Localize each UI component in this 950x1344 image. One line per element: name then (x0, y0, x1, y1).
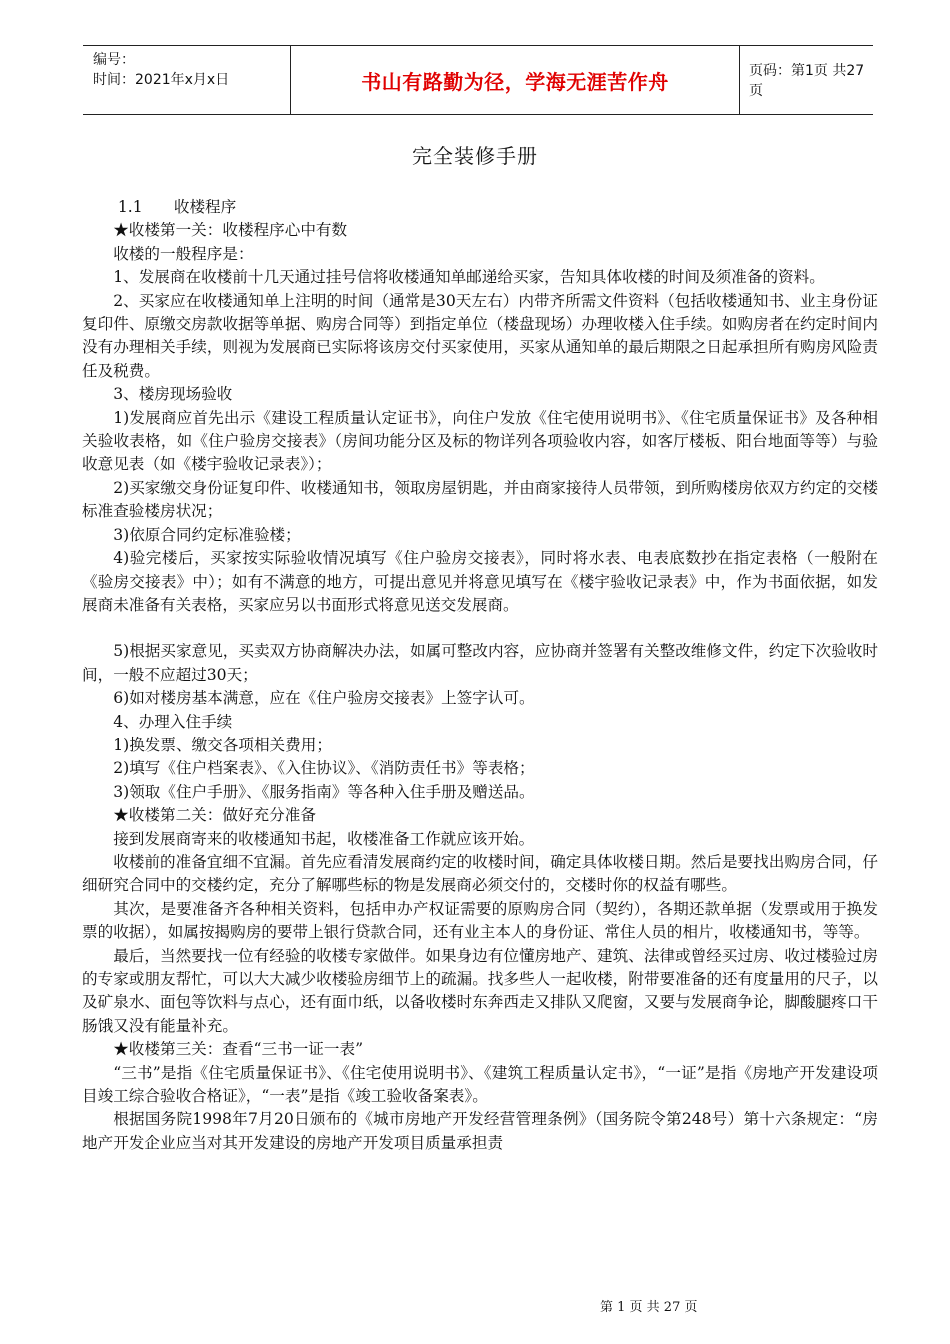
header-motto: 书山有路勤为径，学海无涯苦作舟 (290, 46, 740, 114)
paragraph: 2)填写《住户档案表》、《入住协议》、《消防责任书》等表格； (113, 759, 535, 778)
section-heading: 1.1 收楼程序 (117, 198, 237, 216)
document-time-label: 时间：2021年x月x日 (93, 72, 230, 88)
header-table (83, 45, 873, 115)
paragraph: 接到发展商寄来的收楼通知书起，收楼准备工作就应该开始。 (113, 829, 535, 848)
document-body (82, 196, 878, 1155)
paragraph: 收楼的一般程序是： (113, 244, 254, 263)
paragraph: 3)依原合同约定标准验楼； (113, 525, 301, 544)
paragraph: 2)买家缴交身份证复印件、收楼通知书，领取房屋钥匙，并由商家接待人员带领，到所购楼房依双方约定的交楼标准查验楼房状况； (82, 478, 878, 521)
paragraph: 收楼前的准备宜细不宜漏。首先应看清发展商约定的收楼时间，确定具体收楼日期。然后是要找出购房合同，仔细研究合同中的交楼约定，充分了解哪些标的物是发展商必须交付的，交楼时你的权益有哪些。 (82, 852, 878, 895)
paragraph: 1)发展商应首先出示《建设工程质量认定证书》，向住户发放《住宅使用说明书》、《住宅质量保证书》及各种相关验收表格，如《住户验房交接表》（房间功能分区及标的物详列各项验收内容，如客厅楼板、阳台地面等等）与验收意见表（如《楼宇验收记录表》）； (82, 408, 878, 474)
header-left-cell (93, 50, 283, 90)
paragraph: 4、办理入住手续 (113, 712, 233, 731)
document-title: 完全装修手册 (412, 144, 538, 168)
paragraph: “三书”是指《住宅质量保证书》、《住宅使用说明书》、《建筑工程质量认定书》，“一证”是指《房地产开发建设项目竣工综合验收合格证》，“一表”是指《竣工验收备案表》。 (82, 1063, 878, 1106)
paragraph: 3)领取《住户手册》、《服务指南》等各种入住手册及赠送品。 (113, 782, 535, 801)
paragraph: 1)换发票、缴交各项相关费用； (113, 735, 332, 754)
paragraph: 根据国务院1998年7月20日颁布的《城市房地产开发经营管理条例》（国务院令第248号）第十六条规定：“房地产开发企业应当对其开发建设的房地产开发项目质量承担责 (82, 1110, 878, 1152)
paragraph: 1、发展商在收楼前十几天通过挂号信将收楼通知单邮递给买家，告知具体收楼的时间及须准备的资料。 (113, 268, 825, 287)
paragraph: 其次，是要准备齐各种相关资料，包括申办产权证需要的原购房合同（契约），各期还款单据（发票或用于换发票的收据），如属按揭购房的要带上银行贷款合同，还有业主本人的身份证、常住人员的相片，收楼通知书，等等。 (82, 899, 878, 942)
paragraph: 3、楼房现场验收 (113, 385, 233, 404)
paragraph: 4)验完楼后，买家按实际验收情况填写《住户验房交接表》，同时将水表、电表底数抄在指定表格（一般附在《验房交接表》中）；如有不满意的地方，可提出意见并将意见填写在《楼宇验收记录表》中，作为书面依据，如发展商未准备有关表格，买家应另以书面形式将意见送交发展商。 (82, 549, 878, 614)
stage-heading: ★收楼第三关：查看“三书一证一表” (113, 1040, 364, 1059)
stage-heading: ★收楼第二关：做好充分准备 (113, 806, 316, 825)
paragraph: 2、买家应在收楼通知单上注明的时间（通常是30天左右）内带齐所需文件资料（包括收楼通知书、业主身份证复印件、原缴交房款收据等单据、购房合同等）到指定单位（楼盘现场）办理收楼入住手续。如购房者在约定时间内没有办理相关手续，则视为发展商已实际将该房交付买家使用，买家从通知单的最后期限之日起承担所有购房风险责任及税费。 (82, 291, 878, 380)
paragraph: 最后，当然要找一位有经验的收楼专家做伴。如果身边有位懂房地产、建筑、法律或曾经买过房、收过楼验过房的专家或朋友帮忙，可以大大减少收楼验房细节上的疏漏。找多些人一起收楼，附带要准备的还有度量用的尺子，以及矿泉水、面包等饮料与点心，还有面巾纸，以备收楼时东奔西走又排队又爬窗，又要与发展商争论，脚酸腿疼口干肠饿又没有能量补充。 (82, 946, 878, 1035)
document-number-label: 编号： (93, 52, 135, 68)
stage-heading: ★收楼第一关：收楼程序心中有数 (113, 221, 348, 240)
paragraph: 6)如对楼房基本满意，应在《住户验房交接表》上签字认可。 (113, 689, 535, 708)
paragraph: 5)根据买家意见，买卖双方协商解决办法，如属可整改内容，应协商并签署有关整改维修文件，约定下次验收时间，一般不应超过30天； (82, 642, 878, 684)
header-page-info: 页码：第1页 共27页 (749, 63, 865, 99)
page-footer: 第 1 页 共 27 页 (600, 1300, 698, 1315)
